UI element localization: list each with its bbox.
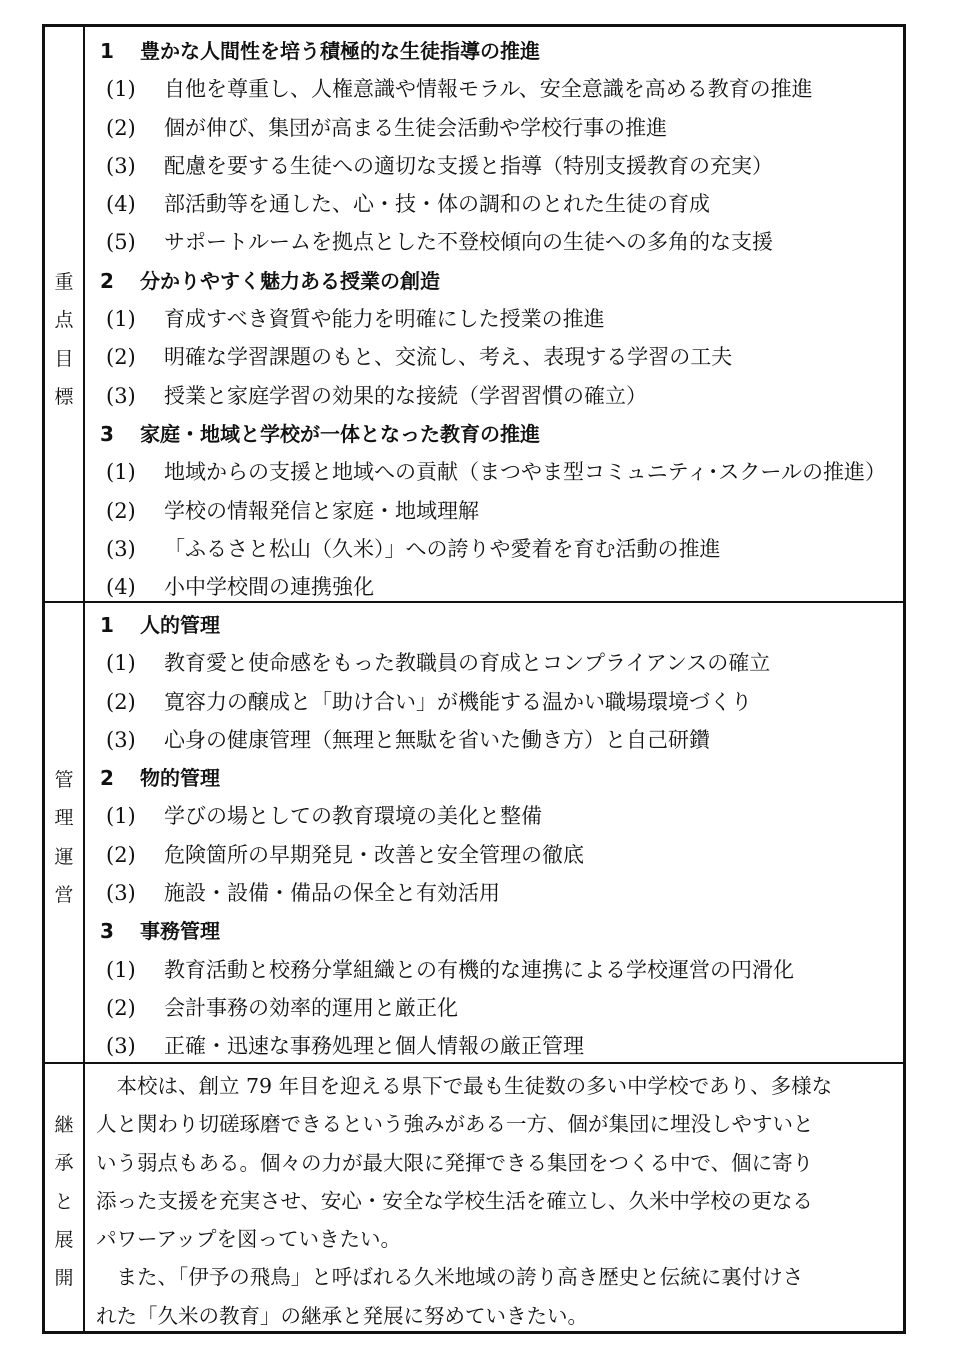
goal-heading-3: 3 家庭・地域と学校が一体となった教育の推進 [100, 421, 540, 446]
goal-item: (3) 授業と家庭学習の効果的な接続（学習習慣の確立） [106, 383, 647, 408]
management-item: (2) 寛容力の醸成と「助け合い」が機能する温かい職場環境づくり [106, 689, 752, 714]
management-item: (1) 教育活動と校務分掌組織との有機的な連携による学校運営の円滑化 [106, 957, 794, 982]
goal-item: (1) 育成すべき資質や能力を明確にした授業の推進 [106, 307, 605, 332]
management-item: (2) 危険箇所の早期発見・改善と安全管理の徹底 [106, 842, 584, 867]
goal-item: (1) 地域からの支援と地域への貢献（まつやま型コミュニティ･スクールの推進） [106, 460, 886, 485]
management-item: (3) 心身の健康管理（無理と無駄を省いた働き方）と自己研鑽 [106, 727, 710, 752]
succession-paragraph-1-cont: 人と関わり切磋琢磨できるという強みがある一方、個が集団に埋没しやすいと いう弱点もある。個々の力が最大限に発揮できる集団をつくる中で、個に寄り 添った支援を充実させ、安心・安全な学校生活を確立し、久米中学校の更なる パワーアップを図っていきたい。 [96, 1112, 814, 1252]
section-goals-content [92, 32, 900, 606]
succession-paragraph-2-cont: れた「久米の教育」の継承と発展に努めていきたい。 [96, 1303, 588, 1328]
goal-item: (4) 部活動等を通した、心・技・体の調和のとれた生徒の育成 [106, 192, 710, 217]
management-heading-3: 3 事務管理 [100, 919, 220, 944]
management-heading-1: 1 人的管理 [100, 613, 220, 637]
goal-item: (3) 配慮を要する生徒への適切な支援と指導（特別支援教育の充実） [106, 153, 773, 178]
label-column-divider [83, 24, 85, 1334]
goal-item: (5) サポートルームを拠点とした不登校傾向の生徒への多角的な支援 [106, 230, 773, 255]
goal-item: (1) 自他を尊重し、人権意識や情報モラル、安全意識を高める教育の推進 [106, 77, 813, 102]
management-item: (3) 正確・迅速な事務処理と個人情報の厳正管理 [106, 1034, 584, 1059]
section-label-management: 管 理 運 営 [54, 769, 74, 906]
section-management-content [92, 606, 900, 1066]
goal-heading-2: 2 分かりやすく魅力ある授業の創造 [100, 268, 440, 293]
goal-item: (4) 小中学校間の連携強化 [106, 575, 374, 600]
goal-item: (2) 個が伸び、集団が高まる生徒会活動や学校行事の推進 [106, 115, 668, 140]
management-item: (1) 教育愛と使命感をもった教職員の育成とコンプライアンスの確立 [106, 651, 771, 676]
section-succession-content [96, 1067, 898, 1335]
management-item: (2) 会計事務の効率的運用と厳正化 [106, 995, 458, 1020]
goal-item: (2) 明確な学習課題のもと、交流し、考え、表現する学習の工夫 [106, 345, 733, 370]
succession-paragraph-2: また、「伊予の飛鳥」と呼ばれる久米地域の誇り高き歴史と伝統に裏付けさ [116, 1265, 804, 1290]
goal-heading-1: 1 豊かな人間性を培う積極的な生徒指導の推進 [100, 39, 540, 63]
goal-item: (3) 「ふるさと松山（久米）」への誇りや愛着を育む活動の推進 [106, 536, 721, 561]
management-item: (1) 学びの場としての教育環境の美化と整備 [106, 804, 542, 829]
management-heading-2: 2 物的管理 [100, 766, 220, 791]
succession-paragraph-1: 本校は、創立 79 年目を迎える県下で最も生徒数の多い中学校であり、多様な [116, 1074, 833, 1098]
goal-item: (2) 学校の情報発信と家庭・地域理解 [106, 498, 479, 523]
section-label-goals: 重 点 目 標 [54, 271, 74, 408]
management-item: (3) 施設・設備・備品の保全と有効活用 [106, 881, 500, 906]
section-label-succession: 継 承 と 展 開 [54, 1114, 74, 1290]
